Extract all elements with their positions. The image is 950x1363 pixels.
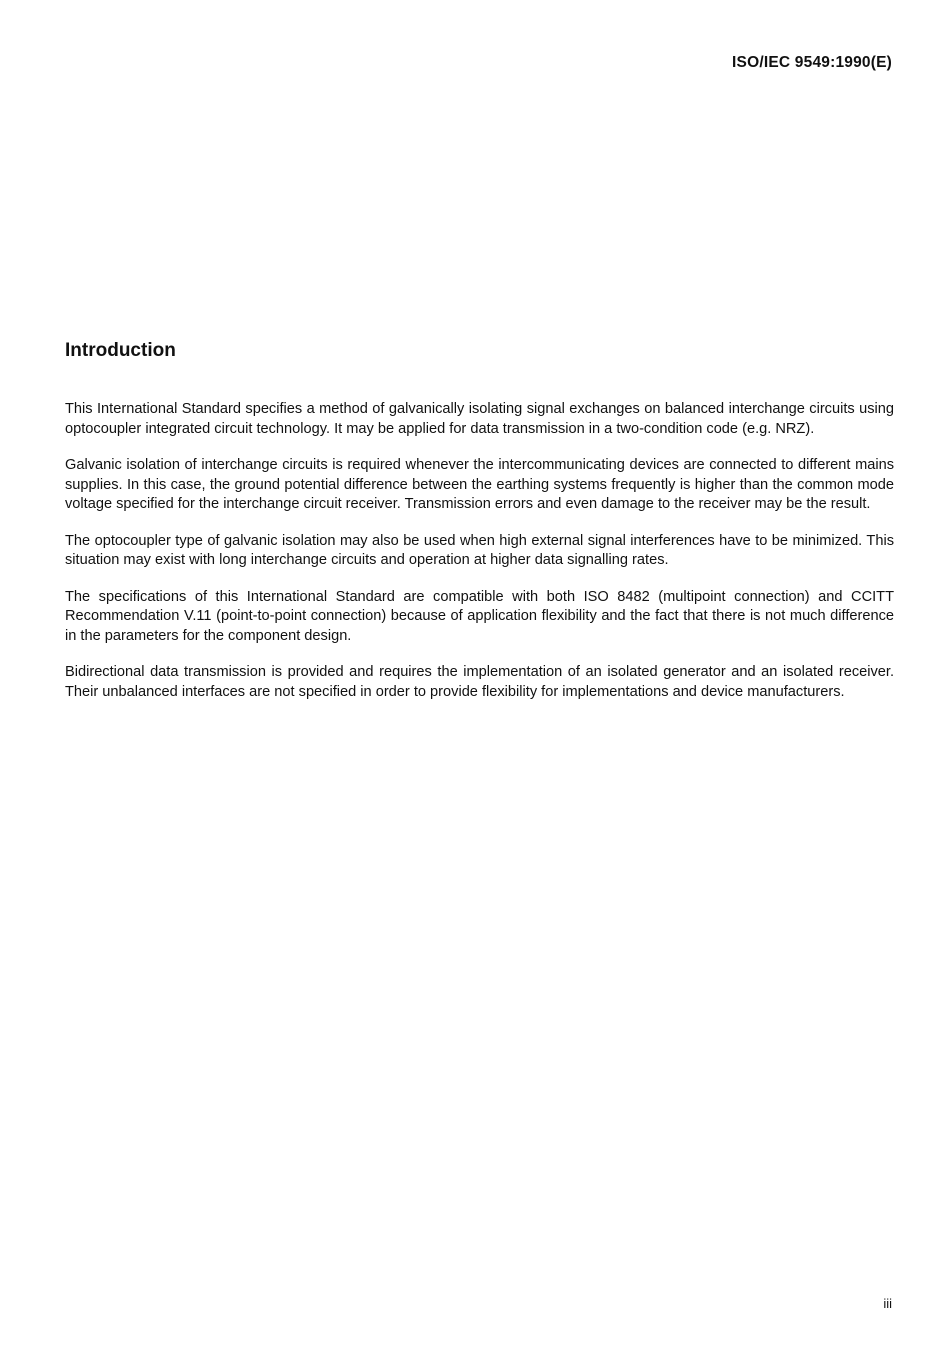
document-identifier: ISO/IEC 9549:1990(E) <box>732 54 892 71</box>
page-number: iii <box>883 1296 892 1311</box>
paragraph-4: The specifications of this International Standard are compatible with both ISO 8482 (multipoint connection) and CCITT Recommendation V.11 (point-to-point connection) because of application flexibility and the fact that there is not much difference in the parameters for the component design. <box>65 588 894 644</box>
section-title: Introduction <box>65 340 176 361</box>
paragraph-5: Bidirectional data transmission is provided and requires the implementation of an isolated generator and an isolated receiver. Their unbalanced interfaces are not specified in order to provide flexibility for implementations and device manufacturers. <box>65 664 894 700</box>
paragraph-3: The optocoupler type of galvanic isolation may also be used when high external signal interferences have to be minimized. This situation may exist with long interchange circuits and operation at higher data signalling rates. <box>65 532 894 568</box>
paragraph-2: Galvanic isolation of interchange circuits is required whenever the intercommunicating devices are connected to different mains supplies. In this case, the ground potential difference between the earthing systems frequently is higher than the common mode voltage specified for the interchange circuit receiver. Transmission errors and even damage to the receiver may be the result. <box>65 457 894 512</box>
introduction-body <box>65 400 894 719</box>
paragraph-1: This International Standard specifies a method of galvanically isolating signal exchanges on balanced interchange circuits using optocoupler integrated circuit technology. It may be applied for data transmission in a two-condition code (e.g. NRZ). <box>65 401 894 437</box>
